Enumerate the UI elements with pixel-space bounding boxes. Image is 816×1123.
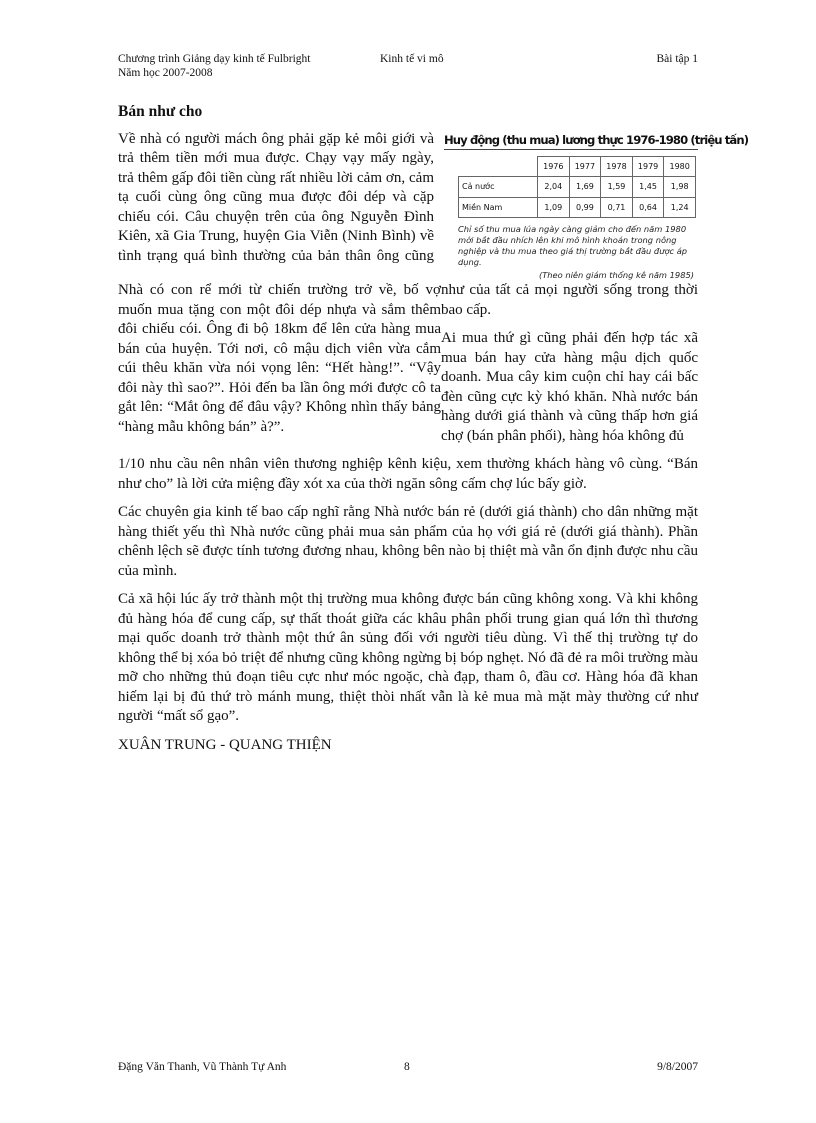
value-cell: 1,24 — [664, 197, 696, 218]
program-name: Chương trình Giảng dạy kinh tế Fulbright — [118, 53, 311, 65]
paragraph-6: Cả xã hội lúc ấy trở thành một thị trường mua không được bán cũng không xong. Và khi không đủ hàng hóa để cung cấp, sự thất thoát giữa các khâu phân phối trung gian quá lớn thì thương mại quốc doanh trở thành một thứ ân sủng đối với người tiêu dùng. Vì thế thị trường tự do không thể bị xóa bỏ triệt để nhưng cũng không ngừng bị bóp nghẹt. Nó đã đẻ ra môi trường màu mỡ cho những thủ đoạn tiêu cực như móc ngoặc, chà đạp, tham ô, đầu cơ. Hàng hóa đã khan hiếm lại bị đủ thứ trò mánh mung, thiệt thòi nhất vẫn là kẻ mua mà mặt mày thường cứ như người “mất sổ gạo”. — [118, 591, 698, 724]
footer-authors: Đặng Văn Thanh, Vũ Thành Tự Anh — [118, 1061, 287, 1073]
data-figure — [444, 132, 749, 282]
table-row — [459, 177, 696, 198]
header-left — [118, 52, 358, 80]
value-cell: 1,09 — [538, 197, 570, 218]
paragraph-1: Nhà có con rể mới từ chiến trường trở về, bố vợ muốn mua tặng con một đôi dép nhựa và sắm thêm đôi chiếu cói. Ông đi bộ 18km để lên cửa hàng mua bán của huyện. Tới nơi, cô mậu dịch viên vừa cắm cúi thêu khăn vừa nói vọng lên: “Hết hàng!”. “Vậy đôi này thì sao?”. Hỏi đến ba lần ông mới được cô ta gắt lên: “Mắt ông để đâu vậy? Không nhìn thấy bảng “hàng mẫu không bán” à?”. — [118, 282, 441, 435]
value-cell: 0,64 — [632, 197, 664, 218]
value-cell: 1,59 — [601, 177, 633, 198]
figure-note — [458, 224, 694, 281]
value-cell: 1,69 — [569, 177, 601, 198]
year-cell: 1977 — [569, 156, 601, 177]
article-body — [118, 102, 749, 764]
value-cell: 0,71 — [601, 197, 633, 218]
paragraph-5: Các chuyên gia kinh tế bao cấp nghĩ rằng Nhà nước bán rẻ (dưới giá thành) cho dân những mặt hàng thiết yếu thì Nhà nước cũng phải mua sản phẩm của họ với giá rẻ (dưới giá thành). Phần chênh lệch sẽ được tính tương đương nhau, không bên nào bị thiệt mà vẫn ổn định được nhu cầu của mình. — [118, 504, 698, 579]
value-cell: 0,99 — [569, 197, 601, 218]
page-number: 8 — [404, 1061, 410, 1073]
year-cell: 1980 — [664, 156, 696, 177]
year-cell: 1979 — [632, 156, 664, 177]
subject-name: Kinh tế vi mô — [380, 53, 444, 65]
academic-year: Năm học 2007-2008 — [118, 67, 213, 79]
paragraph-2: Về nhà có người mách ông phải gặp kẻ môi giới và trả thêm tiền mới mua được. Chạy vạy mấy ngày, trả thêm gấp đôi tiền cùng rất nhiều lời cảm ơn, cảm tạ cuối cùng ông cũng mua được đôi dép và cặp chiếu cói. Câu chuyện trên của ông Nguyễn Đình Kiên, xã Gia Trung, huyện Gia Viễn (Ninh Bình) về tình trạng quá bình thường của bản thân ông cũng như của tất cả mọi người sống trong thời bao cấp. — [118, 130, 698, 318]
table-corner-cell — [459, 156, 538, 177]
year-cell: 1976 — [538, 156, 570, 177]
figure-title: Huy động (thu mua) lương thực 1976-1980 (triệu tấn) — [444, 132, 698, 150]
row-label: Cả nước — [459, 177, 538, 198]
exercise-label: Bài tập 1 — [656, 53, 698, 65]
figure-source: (Theo niên giám thống kê năm 1985) — [538, 270, 694, 280]
paragraph-3: Ai mua thứ gì cũng phải đến hợp tác xã mua bán hay cửa hàng mậu dịch quốc doanh. Mua cây kim cuộn chỉ hay cái bấc đèn cũng cực kỳ khó khăn. Nhà nước bán hàng dưới giá thành và cũng thấp hơn giá chợ (bán phân phối), hàng hóa không đủ — [441, 330, 698, 444]
paragraph-4: 1/10 nhu cầu nên nhân viên thương nghiệp kênh kiệu, xem thường khách hàng vô cùng. “Bán như cho” là lời cửa miệng đầy xót xa của thời ngăn sông cấm chợ lúc bấy giờ. — [118, 456, 698, 492]
table-header-row — [459, 156, 696, 177]
value-cell: 1,98 — [664, 177, 696, 198]
year-cell: 1978 — [601, 156, 633, 177]
figure-note-text: Chỉ số thu mua lúa ngày càng giảm cho đến năm 1980 mới bắt đầu nhích lên khi mô hình khoán trong nông nghiệp và thu mua theo giá thị trường bắt đầu được áp dụng. — [458, 224, 688, 267]
table-row — [459, 197, 696, 218]
footer-date: 9/8/2007 — [657, 1061, 698, 1073]
value-cell: 2,04 — [538, 177, 570, 198]
value-cell: 1,45 — [632, 177, 664, 198]
figure-table — [458, 156, 696, 219]
article-title: Bán như cho — [118, 103, 203, 120]
row-label: Miền Nam — [459, 197, 538, 218]
article-author: XUÂN TRUNG - QUANG THIỆN — [118, 736, 332, 753]
